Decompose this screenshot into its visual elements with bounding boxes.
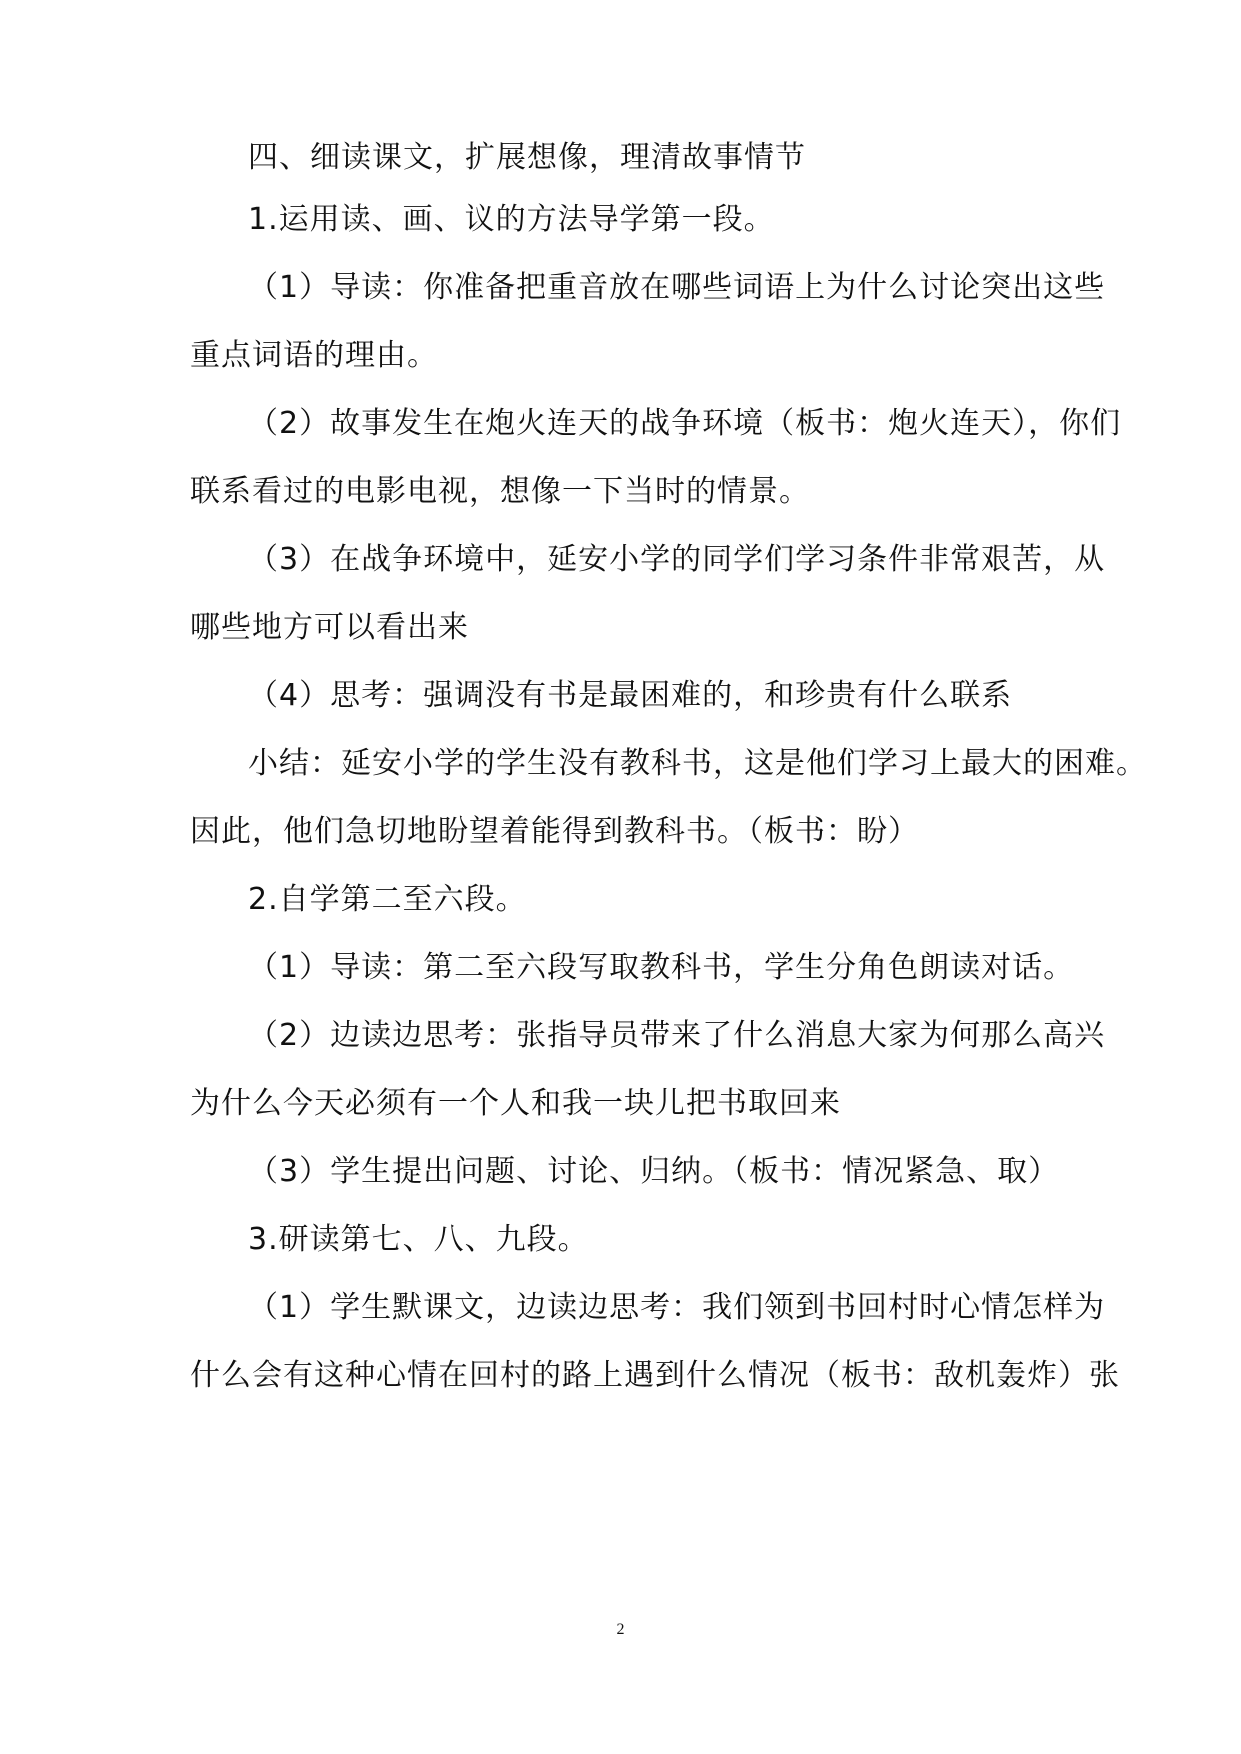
paragraph-line: （3）在战争环境中，延安小学的同学们学习条件非常艰苦，从	[248, 542, 1106, 577]
paragraph-line: 3.研读第七、八、九段。	[248, 1222, 589, 1257]
paragraph-line: （4）思考：强调没有书是最困难的，和珍贵有什么联系	[248, 678, 1013, 713]
paragraph-line: 因此，他们急切地盼望着能得到教科书。（板书：盼）	[190, 814, 919, 849]
paragraph-line: 1.运用读、画、议的方法导学第一段。	[248, 202, 775, 237]
paragraph-line: 什么会有这种心情在回村的路上遇到什么情况（板书：敌机轰炸）张	[190, 1358, 1120, 1393]
paragraph-line: （2）边读边思考：张指导员带来了什么消息大家为何那么高兴	[248, 1018, 1106, 1053]
section-heading: 四、细读课文，扩展想像，理清故事情节	[248, 140, 806, 175]
paragraph-line: （3）学生提出问题、讨论、归纳。（板书：情况紧急、取）	[248, 1154, 1060, 1189]
paragraph-line: 2.自学第二至六段。	[248, 882, 527, 917]
paragraph-line: 重点词语的理由。	[190, 338, 438, 373]
paragraph-line: （1）导读：你准备把重音放在哪些词语上为什么讨论突出这些	[248, 270, 1106, 305]
paragraph-line: （2）故事发生在炮火连天的战争环境（板书：炮火连天），你们	[248, 406, 1122, 441]
paragraph-line: 哪些地方可以看出来	[190, 610, 469, 645]
paragraph-line: 小结：延安小学的学生没有教科书，这是他们学习上最大的困难。	[248, 746, 1147, 781]
page-number: 2	[616, 1621, 625, 1638]
paragraph-line: 为什么今天必须有一个人和我一块儿把书取回来	[190, 1086, 841, 1121]
paragraph-line: 联系看过的电影电视，想像一下当时的情景。	[190, 474, 810, 509]
paragraph-line: （1）学生默课文，边读边思考：我们领到书回村时心情怎样为	[248, 1290, 1106, 1325]
paragraph-line: （1）导读：第二至六段写取教科书，学生分角色朗读对话。	[248, 950, 1075, 985]
